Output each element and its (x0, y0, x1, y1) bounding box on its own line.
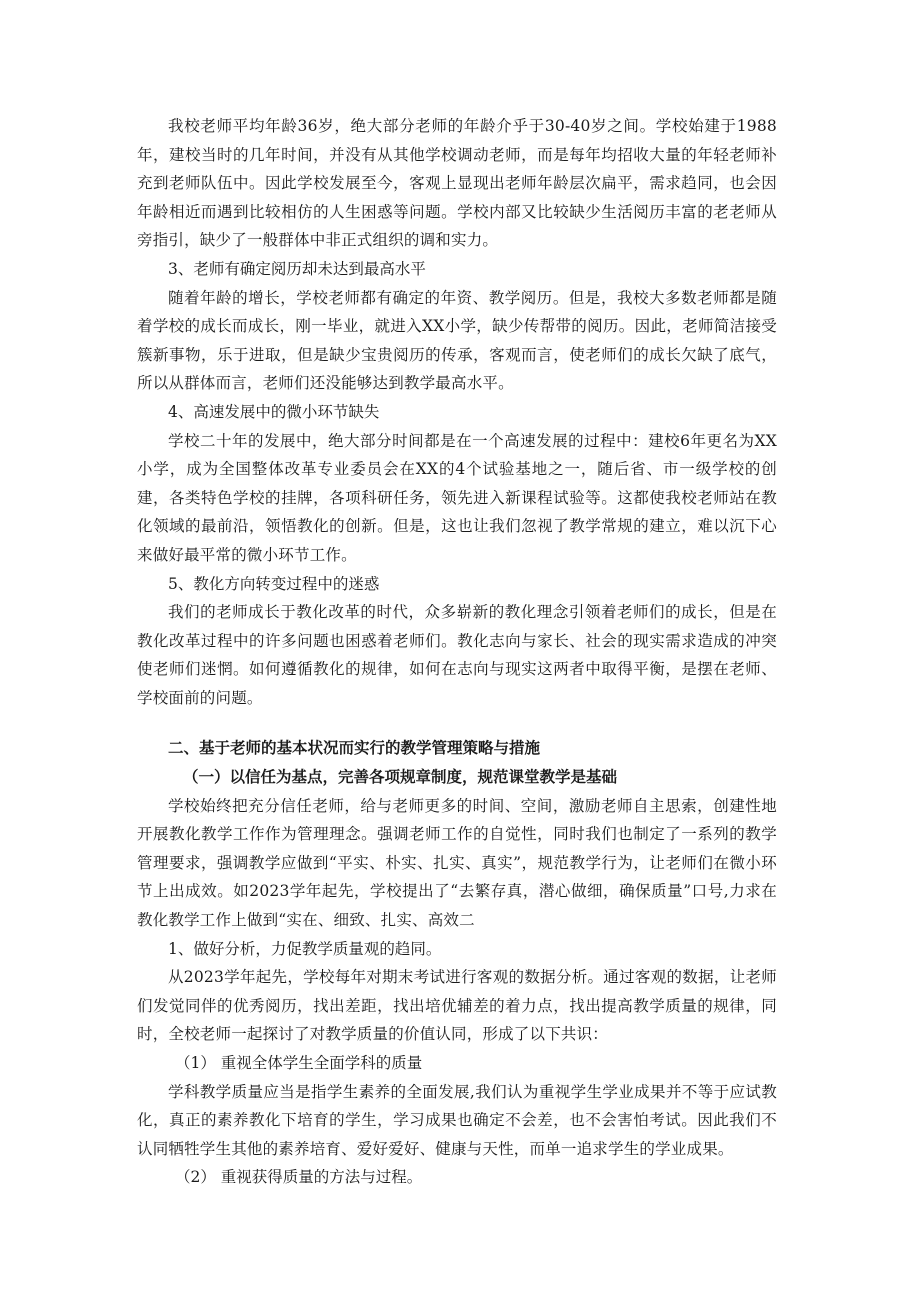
subheading-analysis: 1、做好分析，力促教学质量观的趋同。 (168, 939, 442, 958)
paragraph-data-analysis: 从2023学年起先，学校每年对期末考试进行客观的数据分析。通过客观的数据，让老师们发觉同伴的优秀阅历，找出差距，找出培优辅差的着力点，找出提高教学质量的规律，同时，全校老师一起探讨了对教学质量的价值认同，形成了以下共识： (137, 968, 777, 1044)
paragraph-management-philosophy: 学校始终把充分信任老师，给与老师更多的时间、空间，激励老师自主思索，创建性地开展教化教学工作作为管理理念。强调老师工作的自觉性，同时我们也制定了一系列的教学管理要求，强调教学应做到“平实、朴实、扎实、真实”，规范教学行为，让老师们在微小环节上出成效。如2023学年起先，学校提出了“去繁存真，潜心做细，确保质量”口号,力求在教化教学工作上做到“实在、细致、扎实、高效二 (137, 796, 777, 930)
section-heading-strategies: 二、基于老师的基本状况而实行的教学管理策略与措施 (168, 739, 541, 758)
subheading-direction-confusion: 5、教化方向转变过程中的迷惑 (168, 574, 380, 593)
list-item-method-and-process: （2） 重视获得质量的方法与过程。 (175, 1168, 423, 1187)
paragraph-rapid-development: 学校二十年的发展中，绝大部分时间都是在一个高速发展的过程中：建校6年更名为XX小学，成为全国整体改革专业委员会在XX的4个试验基地之一，随后省、市一级学校的创建，各类特色学校的挂牌，各项科研任务，领先进入新课程试验等。这都使我校老师站在教化领域的最前沿，领悟教化的创新。但是，这也让我们忽视了教学常规的建立，难以沉下心来做好最平常的微小环节工作。 (137, 431, 777, 564)
document-page (137, 112, 777, 1192)
paragraph-quality-definition: 学科教学质量应当是指学生素养的全面发展,我们认为重视学生学业成果并不等于应试教化，真正的素养教化下培育的学生，学习成果也确定不会差，也不会害怕考试。因此我们不认同牺牲学生其他的素养培育、爱好爱好、健康与天性，而单一追求学生的学业成果。 (137, 1082, 777, 1158)
subheading-detail-missing: 4、高速发展中的微小环节缺失 (168, 402, 380, 421)
section-gap (137, 712, 777, 734)
paragraph-teacher-age: 我校老师平均年龄36岁，绝大部分老师的年龄介乎于30-40岁之间。学校始建于1988年，建校当时的几年时间，并没有从其他学校调动老师，而是每年均招收大量的年轻老师补充到老师队伍中。因此学校发展至今，客观上显现出老师年龄层次扁平，需求趋同，也会因年龄相近而遇到比较相仿的人生困惑等问题。学校内部又比较缺少生活阅历丰富的老老师从旁指引，缺少了一般群体中非正式组织的调和实力。 (137, 117, 777, 250)
paragraph-experience: 随着年龄的增长，学校老师都有确定的年资、教学阅历。但是，我校大多数老师都是随着学校的成长而成长，刚一毕业，就进入XX小学，缺少传帮带的阅历。因此，老师简洁接受簇新事物，乐于进取，但是缺少宝贵阅历的传承，客观而言，使老师们的成长欠缺了底气，所以从群体而言，老师们还没能够达到教学最高水平。 (137, 288, 777, 393)
list-item-whole-student-quality: （1） 重视全体学生全面学科的质量 (175, 1054, 423, 1072)
paragraph-education-reform: 我们的老师成长于教化改革的时代，众多崭新的教化理念引领着老师们的成长，但是在教化改革过程中的许多问题也困惑着老师们。教化志向与家长、社会的现实需求造成的冲突使老师们迷惘。如何遵循教化的规律，如何在志向与现实这两者中取得平衡，是摆在老师、学校面前的问题。 (137, 603, 777, 707)
subheading-experience-level: 3、老师有确定阅历却未达到最高水平 (168, 259, 426, 278)
section-subheading-trust-basis: （一）以信任为基点，完善各项规章制度，规范课堂教学是基础 (183, 768, 618, 787)
